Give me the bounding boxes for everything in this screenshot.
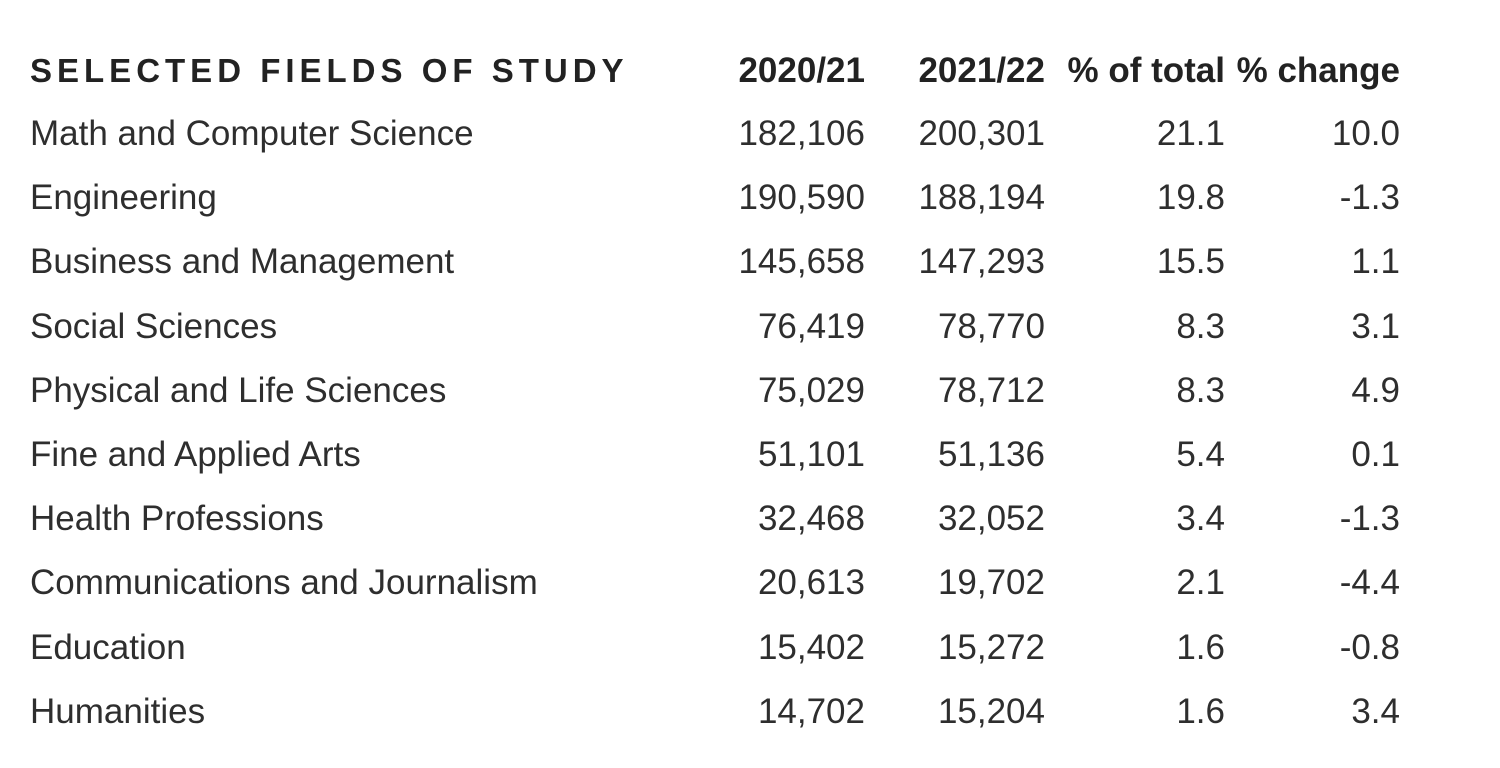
pct-total-cell: 8.3: [1176, 370, 1225, 410]
value-2020-21-cell: 190,590: [738, 178, 865, 218]
pct-change-cell: -4.4: [1339, 563, 1400, 603]
field-name-cell: Business and Management: [30, 242, 455, 282]
value-2021-22-cell: 19,702: [937, 563, 1045, 603]
pct-change-cell: 1.1: [1351, 242, 1400, 282]
column-header-2020-21: 2020/21: [738, 51, 865, 90]
pct-change-cell: -1.3: [1339, 178, 1400, 218]
pct-change-cell: 0.1: [1351, 435, 1400, 475]
fields-of-study-table: [30, 40, 1400, 744]
value-2020-21-cell: 76,419: [757, 306, 865, 346]
field-name-cell: Social Sciences: [30, 306, 278, 346]
value-2021-22-cell: 78,770: [937, 306, 1045, 346]
field-name-cell: Math and Computer Science: [30, 114, 474, 154]
column-header-2021-22: 2021/22: [918, 51, 1045, 90]
table-row: [30, 102, 1400, 166]
pct-total-cell: 5.4: [1176, 435, 1225, 475]
header-row: [30, 40, 1400, 102]
value-2020-21-cell: 15,402: [757, 627, 865, 667]
value-2020-21-cell: 51,101: [757, 435, 865, 475]
pct-total-cell: 1.6: [1176, 627, 1225, 667]
pct-change-cell: 10.0: [1331, 114, 1400, 154]
pct-total-cell: 3.4: [1176, 499, 1225, 539]
pct-change-cell: 3.4: [1351, 691, 1400, 731]
pct-total-cell: 1.6: [1176, 691, 1225, 731]
table-row: [30, 551, 1400, 615]
table-row: [30, 680, 1400, 744]
value-2020-21-cell: 20,613: [757, 563, 865, 603]
field-name-cell: Physical and Life Sciences: [30, 370, 447, 410]
table-row: [30, 616, 1400, 680]
pct-total-cell: 21.1: [1156, 114, 1225, 154]
value-2020-21-cell: 75,029: [757, 370, 865, 410]
table-row: [30, 487, 1400, 551]
column-header-pct-total: % of total: [1067, 51, 1225, 90]
field-name-cell: Communications and Journalism: [30, 563, 538, 603]
value-2020-21-cell: 14,702: [757, 691, 865, 731]
pct-total-cell: 8.3: [1176, 306, 1225, 346]
table-row: [30, 295, 1400, 359]
value-2021-22-cell: 188,194: [918, 178, 1045, 218]
pct-change-cell: -1.3: [1339, 499, 1400, 539]
table-row: [30, 423, 1400, 487]
pct-change-cell: -0.8: [1339, 627, 1400, 667]
value-2020-21-cell: 145,658: [738, 242, 865, 282]
table-row: [30, 230, 1400, 294]
field-name-cell: Engineering: [30, 178, 217, 218]
table-header: [30, 40, 1400, 102]
value-2021-22-cell: 200,301: [918, 114, 1045, 154]
field-name-cell: Education: [30, 627, 186, 667]
field-name-cell: Humanities: [30, 691, 206, 731]
value-2021-22-cell: 78,712: [937, 370, 1045, 410]
value-2020-21-cell: 182,106: [738, 114, 865, 154]
value-2021-22-cell: 15,272: [937, 627, 1045, 667]
column-header-pct-change: % change: [1236, 51, 1400, 90]
field-name-cell: Fine and Applied Arts: [30, 435, 361, 475]
value-2021-22-cell: 32,052: [937, 499, 1045, 539]
table-row: [30, 166, 1400, 230]
table-row: [30, 359, 1400, 423]
pct-total-cell: 2.1: [1176, 563, 1225, 603]
pct-total-cell: 19.8: [1156, 178, 1225, 218]
table-body: [30, 102, 1400, 744]
field-name-cell: Health Professions: [30, 499, 324, 539]
pct-total-cell: 15.5: [1156, 242, 1225, 282]
value-2021-22-cell: 51,136: [937, 435, 1045, 475]
pct-change-cell: 3.1: [1351, 306, 1400, 346]
value-2021-22-cell: 147,293: [918, 242, 1045, 282]
value-2020-21-cell: 32,468: [757, 499, 865, 539]
value-2021-22-cell: 15,204: [937, 691, 1045, 731]
pct-change-cell: 4.9: [1351, 370, 1400, 410]
column-header-field: SELECTED FIELDS OF STUDY: [30, 52, 629, 89]
